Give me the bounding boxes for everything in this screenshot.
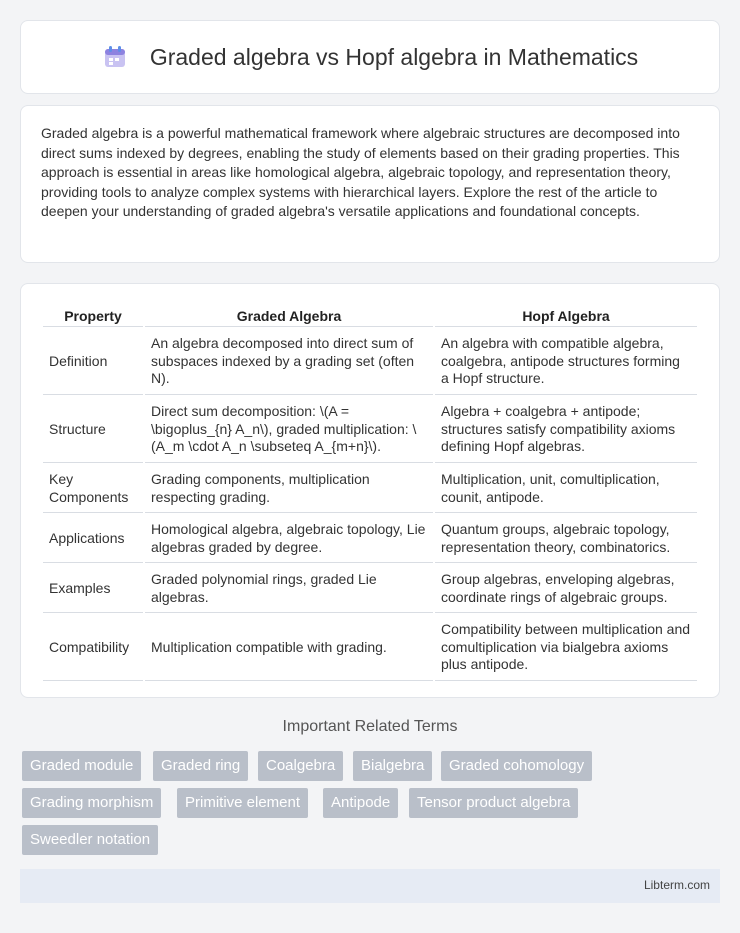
row-hopf-value: Multiplication, unit, comultiplication, counit, antipode. [435,465,697,513]
table-row [43,515,697,563]
footer [20,869,720,903]
related-terms-title: Important Related Terms [282,718,458,735]
intro-text: Graded algebra is a powerful mathematical framework where algebraic structures are decomposed into direct sums indexed by degrees, enabling the study of elements based on their grading properties. This approach is essential in areas like homological algebra, algebraic topology, and representation theory, providing tools to analyze complex systems with hierarchical layers. Explore the rest of the article to deepen your understanding of graded algebra's versatile applications and foundational concepts. [41,125,680,220]
table-row [43,397,697,463]
term-tag[interactable]: Coalgebra [258,751,343,781]
table-row [43,465,697,513]
page-title: Graded algebra vs Hopf algebra in Mathematics [149,43,639,70]
term-tag[interactable]: Sweedler notation [22,825,158,855]
term-tag[interactable]: Graded module [22,751,141,781]
row-hopf-value: Quantum groups, algebraic topology, representation theory, combinatorics. [435,515,697,563]
term-tag[interactable]: Bialgebra [353,751,432,781]
term-tag[interactable]: Graded ring [153,751,248,781]
row-property: Compatibility [43,615,143,681]
row-property: Definition [43,329,143,395]
intro-card [20,105,720,263]
table-row [43,565,697,613]
row-graded-value: Homological algebra, algebraic topology, Lie algebras graded by degree. [145,515,433,563]
table-row [43,615,697,681]
comparison-card [20,283,720,698]
calendar-icon [102,44,128,70]
term-tag[interactable]: Grading morphism [22,788,161,818]
row-property: Structure [43,397,143,463]
term-tag[interactable]: Antipode [323,788,398,818]
row-graded-value: An algebra decomposed into direct sum of subspaces indexed by a grading set (often N). [145,329,433,395]
row-hopf-value: Group algebras, enveloping algebras, coordinate rings of algebraic groups. [435,565,697,613]
row-hopf-value: An algebra with compatible algebra, coalgebra, antipode structures forming a Hopf structure. [435,329,697,395]
row-hopf-value: Compatibility between multiplication and comultiplication via bialgebra axioms plus antipode. [435,615,697,681]
term-tag[interactable]: Tensor product algebra [409,788,578,818]
row-graded-value: Multiplication compatible with grading. [145,615,433,681]
header-hopf-algebra: Hopf Algebra [435,302,697,327]
footer-brand-link[interactable]: Libterm.com [643,878,710,892]
row-property: Applications [43,515,143,563]
term-tag[interactable]: Primitive element [177,788,308,818]
table-header-row [43,302,697,327]
header-card [20,20,720,94]
row-graded-value: Direct sum decomposition: \(A = \bigoplus_{n} A_n\), graded multiplication: \(A_m \cdot A_n \subseteq A_{m+n}\). [145,397,433,463]
row-graded-value: Graded polynomial rings, graded Lie algebras. [145,565,433,613]
row-graded-value: Grading components, multiplication respecting grading. [145,465,433,513]
term-tag[interactable]: Graded cohomology [441,751,592,781]
comparison-table [41,300,699,683]
row-hopf-value: Algebra + coalgebra + antipode; structures satisfy compatibility axioms defining Hopf algebras. [435,397,697,463]
row-property: Examples [43,565,143,613]
row-property: Key Components [43,465,143,513]
header-property: Property [43,302,143,327]
header-graded-algebra: Graded Algebra [145,302,433,327]
table-row [43,329,697,395]
